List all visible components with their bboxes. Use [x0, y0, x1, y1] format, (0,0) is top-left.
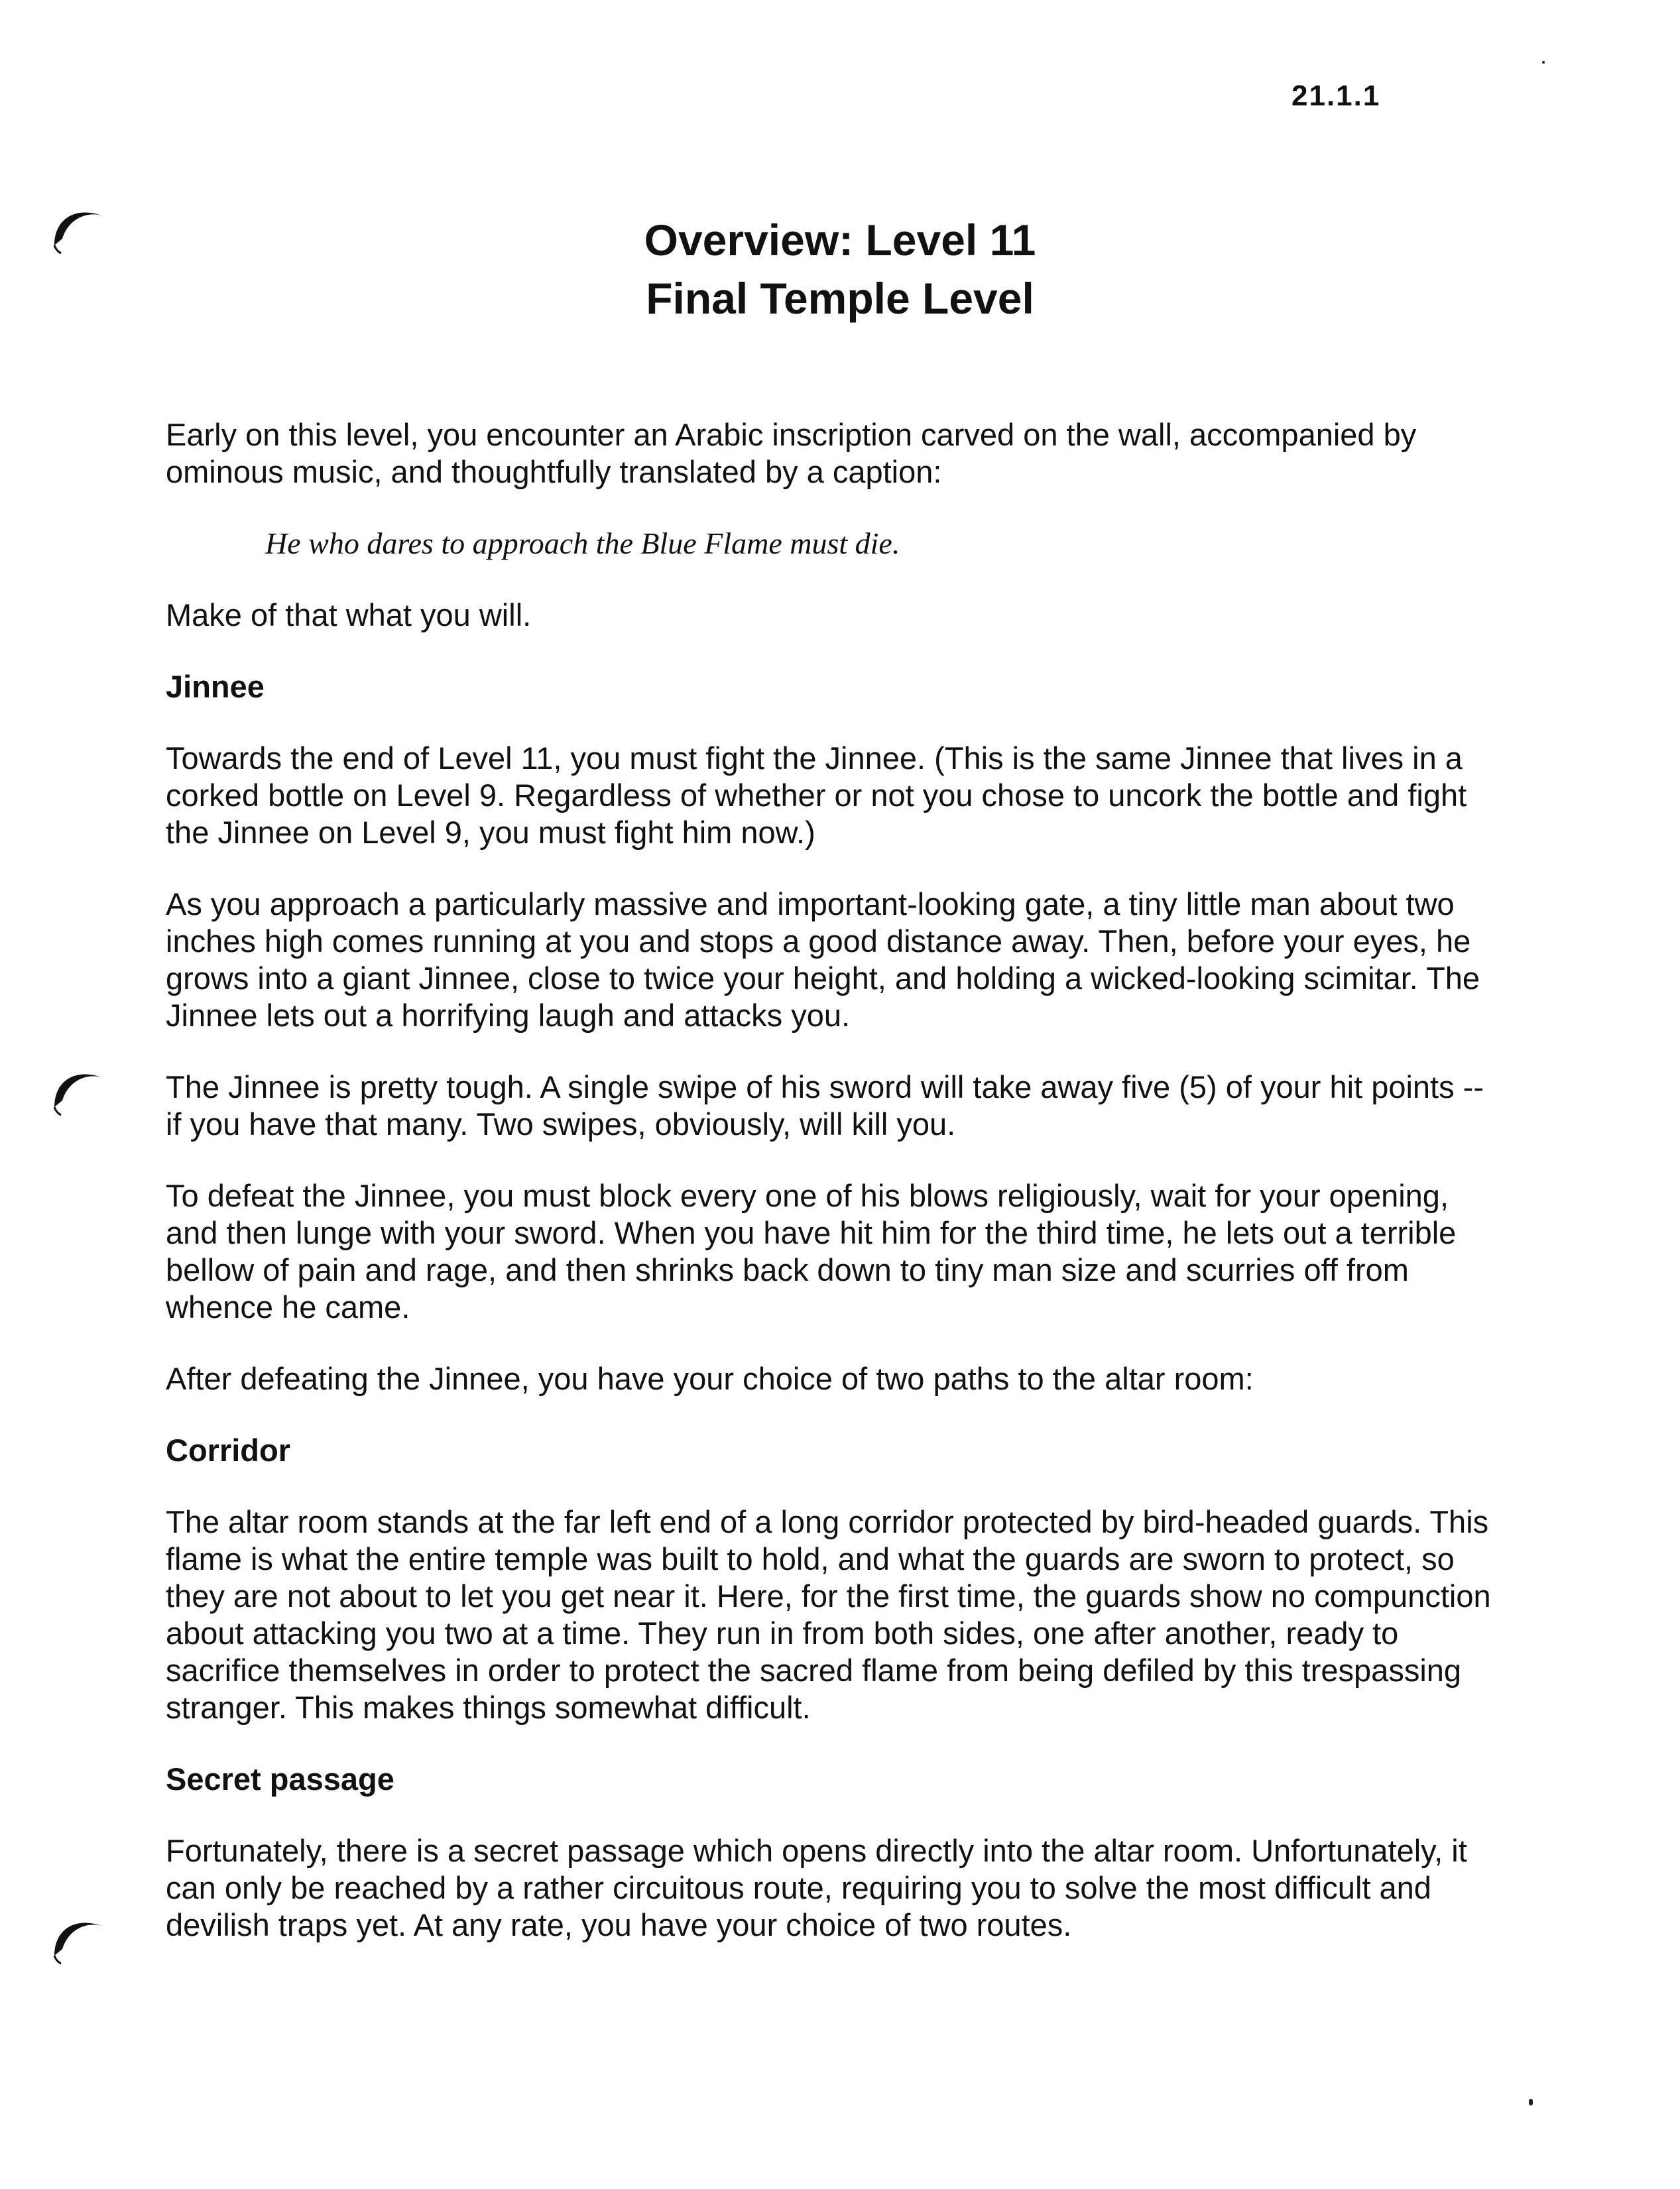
punch-hole-icon — [49, 1909, 109, 1969]
intro-paragraph: Early on this level, you encounter an Arabic inscription carved on the wall, accompanied by ominous music, and thoughtfully translated by a caption: — [166, 417, 1417, 489]
jinnee-paragraph-5: After defeating the Jinnee, you have your choice of two paths to the altar room: — [166, 1361, 1254, 1396]
intro-followup: Make of that what you will. — [166, 597, 532, 632]
jinnee-paragraph-3: The Jinnee is pretty tough. A single swipe of his sword will take away five (5) of your hit points -- if you have that many. Two swipes, obviously, will kill you. — [166, 1069, 1484, 1142]
punch-hole-icon — [49, 1061, 109, 1120]
scan-speck — [1542, 61, 1545, 64]
jinnee-paragraph-2: As you approach a particularly massive and important-looking gate, a tiny little man about two inches high comes running at you and stops a good distance away. Then, before your eyes, he grows into a giant Jinnee, close to twice your height, and holding a wicked-looking scimitar. The Jinnee lets out a horrifying laugh and attacks you. — [166, 886, 1480, 1033]
jinnee-paragraph-4: To defeat the Jinnee, you must block every one of his blows religiously, wait for your opening, and then lunge with your sword. When you have hit him for the third time, he lets out a terrible bellow of pain and rage, and then shrinks back down to tiny man size and scurries off from whence he came. — [166, 1178, 1457, 1325]
title-line-1: Overview: Level 11 — [644, 215, 1036, 265]
scan-speck — [1529, 2099, 1533, 2105]
section-heading-jinnee: Jinnee — [166, 669, 265, 704]
inscription-quote: He who dares to approach the Blue Flame must die. — [265, 526, 900, 560]
document-body — [166, 416, 1498, 1978]
jinnee-paragraph-1: Towards the end of Level 11, you must fight the Jinnee. (This is the same Jinnee that lives in a corked bottle on Level 9. Regardless of whether or not you chose to uncork the bottle and fight the Jinnee on Level 9, you must fight him now.) — [166, 740, 1467, 850]
secret-passage-paragraph: Fortunately, there is a secret passage which opens directly into the altar room. Unfortunately, it can only be reached by a rather circuitous route, requiring you to solve the most difficult and devilish traps yet. At any rate, you have your choice of two routes. — [166, 1833, 1467, 1942]
title-line-2: Final Temple Level — [646, 274, 1034, 323]
section-heading-corridor: Corridor — [166, 1433, 290, 1468]
section-heading-secret-passage: Secret passage — [166, 1761, 394, 1797]
corridor-paragraph: The altar room stands at the far left end of a long corridor protected by bird-headed guards. This flame is what the entire temple was built to hold, and what the guards are sworn to protect, so they are not about to let you get near it. Here, for the first time, the guards show no compunction about attacking you two at a time. They run in from both sides, one after another, ready to sacrifice themselves in order to protect the sacred flame from being defiled by this trespassing stranger. This makes things somewhat difficult. — [166, 1504, 1491, 1725]
page-title — [0, 211, 1680, 327]
page-number: 21.1.1 — [1291, 80, 1381, 112]
